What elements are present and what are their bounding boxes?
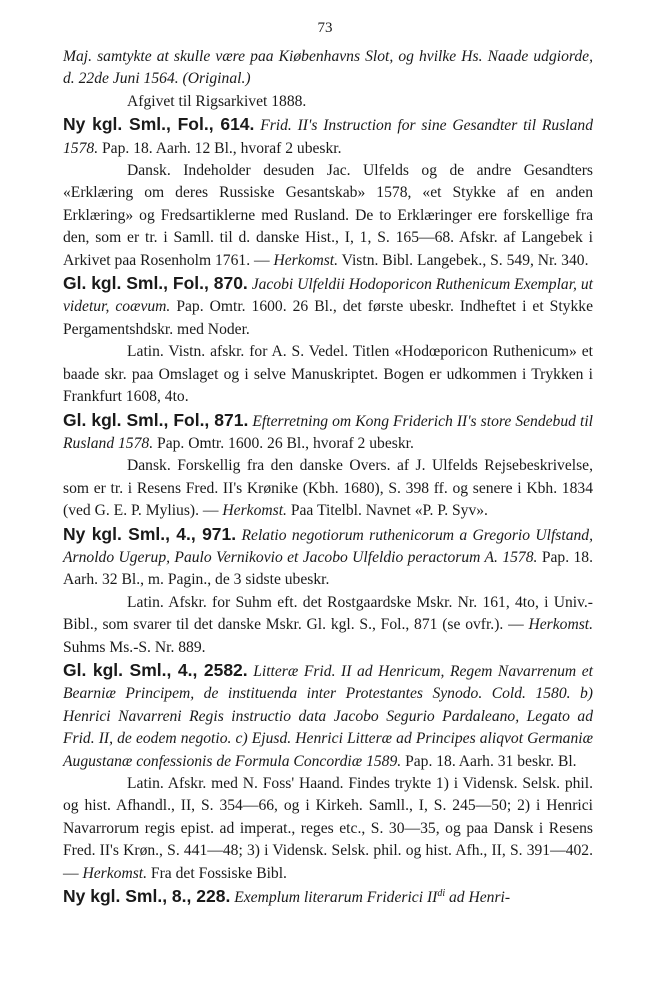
herkomst-label: Herkomst.: [222, 502, 287, 520]
shelfmark: Ny kgl. Sml., 4., 971.: [63, 523, 237, 544]
herkomst-label: Herkomst.: [82, 864, 148, 882]
entry-title: Litteræ Frid. II ad Henricum, Regem Navarrenum et Bearniæ Principem, de instituenda inter Protestantes Synodo. Cold. 1580. b) Henrici Navarreni Regis instructio data Jacobo Segurio Pardaleano, Legato ad Frid. II, de eodem negotio. c) Ejusd. Henrici Litteræ ad Principes aliqvot Germaniæ Augustanæ confessionis de Formula Concordiæ 1589.: [63, 662, 593, 770]
entry-description: Pap. 18. Aarh. 12 Bl., hvoraf 2 ubeskr.: [102, 139, 342, 157]
shelfmark: Gl. kgl. Sml., Fol., 870.: [63, 273, 248, 294]
entry-title-part: ad Henri-: [445, 889, 511, 907]
entry-note: [63, 455, 593, 522]
note-text: Latin. Vistn. afskr. for A. S. Vedel. Titlen «Hodœporicon Ruthenicum» et baade skr. paa Omslaget og i selve Manuskriptet. Bogen er udkommen i Trykken i Frankfurt 1608, 4to.: [63, 343, 593, 406]
note-tail: Fra det Fossiske Bibl.: [147, 864, 287, 882]
note-text: Dansk. Indeholder desuden Jac. Ulfelds og de andre Gesandters «Erklæring om deres Russiske Gesantskab» 1578, «et Stykke af en anden Erklæring» og Fredsartiklerne med Rusland. De to Erklæringer ere forskellige fra den, som er tr. i Samll. til d. danske Hist., I, 1, S. 165—68. Afskr. af Langebek i Arkivet paa Rosenholm 1761. —: [63, 162, 593, 269]
entry-note: [63, 160, 593, 272]
entry-title: Efterretning om Kong Friderich II's store Sendebud til Rusland 1578.: [63, 412, 593, 452]
entry-note: [63, 592, 593, 659]
catalog-entry: [63, 885, 593, 909]
shelfmark: Gl. kgl. Sml., Fol., 871.: [63, 409, 249, 430]
intro-afgivet: Afgivet til Rigsarkivet 1888.: [127, 92, 307, 110]
catalog-entry: [63, 272, 593, 341]
note-tail: Paa Titelbl. Navnet «P. P. Syv».: [286, 502, 488, 520]
entry-title: Frid. II's Instruction for sine Gesandter til Rusland 1578.: [63, 117, 594, 157]
shelfmark: Ny kgl. Sml., Fol., 614.: [63, 114, 255, 135]
entry-description: Pap. Omtr. 1600. 26 Bl., det første ubeskr. Indheftet i et Stykke Pergamentshdskr. med Noder.: [63, 298, 593, 338]
note-text: Latin. Afskr. med N. Foss' Haand. Findes trykte 1) i Vidensk. Selsk. phil. og hist. Afhandl., II, S. 354—66, og i Kirkeh. Samll., I, S. 245—50; 2) i Henrici Navarrorum regis epist. ad imperat., reges etc., S. 30—35, og paa Dansk i Resens Fred. II's Krøn., S. 441—48; 3) i Vidensk. Selsk. phil. og hist. Afh., II, S. 391—402. —: [63, 775, 593, 882]
note-tail: Suhms Ms.-S. Nr. 889.: [63, 638, 206, 656]
note-text: Dansk. Forskellig fra den danske Overs. af J. Ulfelds Rejsebeskrivelse, som er tr. i Resens Fred. II's Krønike (Kbh. 1680), S. 398 ff. og senere i Kbh. 1834 (ved G. E. P. Mylius). —: [63, 457, 593, 520]
entry-note: [63, 341, 593, 408]
shelfmark: Ny kgl. Sml., 8., 228.: [63, 886, 231, 907]
shelfmark: Gl. kgl. Sml., 4., 2582.: [63, 659, 248, 680]
catalog-entry: [63, 523, 593, 592]
entry-title-superscript: di: [437, 887, 446, 899]
catalog-text: [63, 46, 593, 909]
herkomst-label: Herkomst.: [273, 251, 339, 269]
entry-description: Pap. 18. Aarh. 31 beskr. Bl.: [405, 752, 577, 770]
entry-title-part: Exemplum literarum Friderici II: [234, 889, 438, 907]
entry-note: [63, 773, 593, 885]
catalog-entry: [63, 659, 593, 773]
catalog-entry: [63, 113, 593, 160]
entry-description: Pap. 18. Aarh. 32 Bl., m. Pagin., de 3 sidste ubeskr.: [63, 548, 593, 589]
page-number: 73: [317, 20, 333, 36]
entry-description: Pap. Omtr. 1600. 26 Bl., hvoraf 2 ubeskr.: [157, 434, 414, 452]
note-tail: Vistn. Bibl. Langebek., S. 549, Nr. 340.: [338, 251, 589, 269]
intro-title: Maj. samtykte at skulle være paa Kiøbenhavns Slot, og hvilke Hs. Naade udgiorde, d. 22de Juni 1564. (Original.): [63, 48, 593, 88]
entry-title: Relatio negotiorum ruthenicorum a Gregorio Ulfstand, Arnoldo Ugerup, Paulo Vernikovio et Jacobo Ulfeldio peractorum A. 1578.: [63, 526, 593, 566]
entry-title: Jacobi Ulfeldii Hodoporicon Ruthenicum Exemplar, ut videtur, coævum.: [63, 276, 593, 316]
catalog-entry: [63, 409, 593, 456]
entry-title: [234, 889, 510, 906]
note-text: Latin. Afskr. for Suhm eft. det Rostgaardske Mskr. Nr. 161, 4to, i Univ.-Bibl., som svarer til det danske Mskr. Gl. kgl. S., Fol., 871 (se ovfr.). —: [63, 593, 593, 634]
herkomst-label: Herkomst.: [528, 616, 593, 634]
